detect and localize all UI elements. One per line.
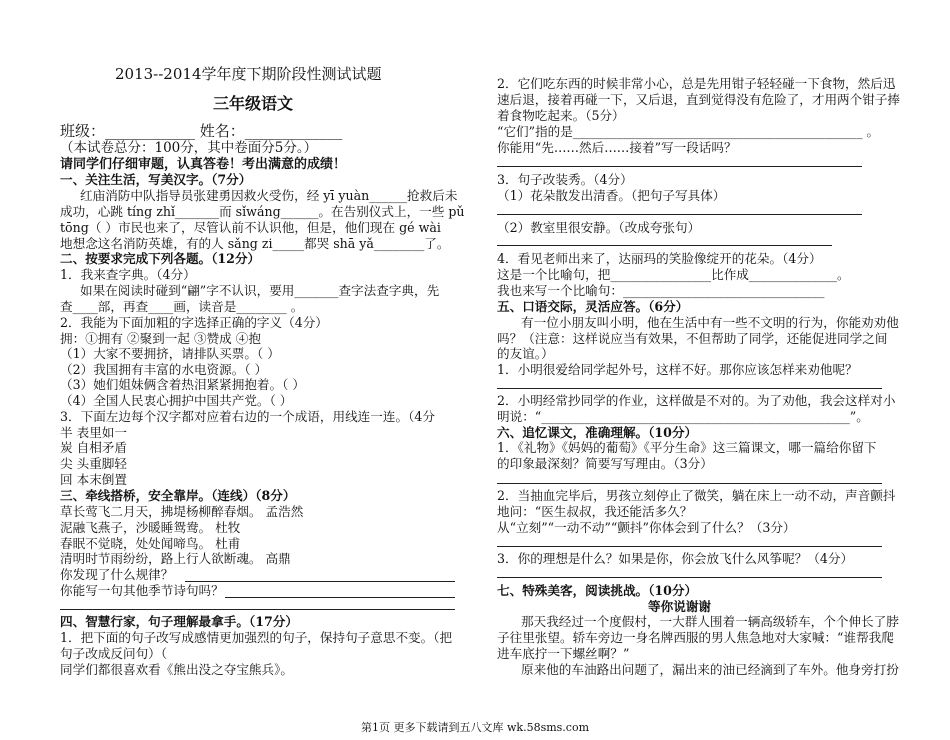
question-line: 1．把下面的句子改写成感情更加强烈的句子，保持句子意思不变。（把 [60, 630, 453, 645]
question-line: 速后退，接着再碰一下，又后退，直到觉得没有危险了，才用两个钳子捧 [497, 92, 900, 107]
score-note: （本试卷总分：100分，其中卷面分5分。） [60, 140, 318, 156]
question-line: 同学们都很喜欢看《熊出没之夺宝熊兵》。 [60, 662, 293, 677]
answer-line [497, 388, 882, 389]
answer-line [497, 483, 882, 484]
question-line: 查____部，再查____画，读音是________ 。 [60, 299, 304, 314]
question-line: 你能用“先……然后……接着”写一段话吗？ [497, 140, 737, 155]
question-line: 着食物吃起来。（5分） [497, 108, 625, 123]
paragraph-line: tōng（ ）市民也来了，尽管认前不认识他，但是，他们现在 gé wài [60, 220, 441, 235]
paragraph-line: 吗？（注意：这样说应当有效果，不但帮助了同学，还能促进同学之间 [497, 331, 888, 346]
reading-paragraph-line: 进车底拧一下螺丝啊？” [497, 646, 630, 661]
match-row: 回 本末倒置 [60, 472, 127, 487]
poem-row: 草长莺飞二月天，拂堤杨柳醉春烟。 孟浩然 [60, 504, 304, 519]
paragraph-line: 的友谊。） [497, 346, 554, 361]
match-row: 半 表里如一 [60, 425, 127, 440]
question-line: 2．我能为下面加粗的字选择正确的字义（4分） [60, 315, 328, 330]
exam-title: 2013--2014学年度下期阶段性测试试题 [115, 65, 382, 83]
poem-row: 泥融飞燕子，沙暖睡鸳鸯。 杜牧 [60, 520, 241, 535]
question-line: 句子改成反问句）（ [60, 646, 168, 661]
question-line: 明说：“_________________________________________________”。 [497, 409, 869, 424]
section-4-heading: 四、智慧行家，句子理解最拿手。（17分） [60, 614, 298, 629]
slogan: 请同学们仔细审题，认真答卷！考出满意的成绩！ [60, 157, 347, 172]
poem-row: 春眠不觉晓，处处闻啼鸟。 杜甫 [60, 536, 241, 551]
answer-line [497, 546, 882, 547]
answer-line [185, 581, 455, 582]
paragraph-line: 有一位小朋友叫小明，他在生活中有一些不文明的行为，你能劝劝他 [521, 315, 899, 330]
question-item: （1）大家不要拥挤，请排队买票。（ ） [60, 346, 280, 361]
question-line: 3．句子改装秀。（4分） [497, 172, 633, 187]
section-1-heading: 一、关注生活，写美汉字。（7分） [60, 172, 252, 187]
question-line: 这是一个比喻句，把________________比作成______________。 [497, 267, 850, 282]
section-2-heading: 二、按要求完成下列各题。（12分） [60, 251, 261, 266]
options-line: 拥：①拥有 ②聚到一起 ③赞成 ④抱 [60, 331, 261, 346]
name-class-line: 班级：____________ 姓名：_____________ [60, 122, 343, 140]
question-line: 你能写一句其他季节诗句吗？ [60, 583, 224, 598]
reading-paragraph-line: 原来他的车油路出问题了，漏出来的油已经滴到了车外。他身旁打扮 [521, 662, 899, 677]
question-line: （2）教室里很安静。（改成夸张句） [497, 220, 701, 235]
answer-line [497, 214, 862, 215]
section-5-heading: 五、口语交际，灵活应答。（6分） [497, 299, 689, 314]
question-line: 2．小明经常抄同学的作业，这样做是不对的。为了劝他，我会这样对小 [497, 393, 896, 408]
question-item: （3）她们姐妹俩含着热泪紧紧拥抱着。（ ） [60, 377, 305, 392]
question-line: 2．当抽血完毕后，男孩立刻停止了微笑，躺在床上一动不动，声音颤抖 [497, 488, 896, 503]
answer-line [497, 166, 862, 167]
question-line: 我也来写一个比喻句：________________________________ [497, 283, 825, 298]
question-line: “它们”指的是______________________________________________ 。 [497, 124, 880, 139]
paragraph-line: 红庙消防中队指导员张建勇因救火受伤，经 yī yuàn______抢救后未 [80, 188, 458, 203]
question-item: （2）我国拥有丰富的水电资源。（ ） [60, 362, 268, 377]
match-row: 炭 自相矛盾 [60, 440, 127, 455]
question-line: 1．小明很爱给同学起外号，这样不好。那你应该怎样来劝他呢？ [497, 362, 858, 377]
match-row: 尖 头重脚轻 [60, 456, 127, 471]
question-line: （1）花朵散发出清香。（把句子写具体） [497, 188, 726, 203]
question-line: 1．《礼物》《妈妈的葡萄》《平分生命》这三篇课文，哪一篇给你留下 [497, 440, 877, 455]
poem-row: 清明时节雨纷纷，路上行人欲断魂。 高鼎 [60, 551, 291, 566]
question-line: 从“立刻”“一动不动”“颤抖”你体会到了什么？（3分） [497, 520, 796, 535]
reading-paragraph-line: 子往里张望。轿车旁边一身名牌西服的男人焦急地对大家喊：“谁帮我爬 [497, 630, 894, 645]
paragraph-line: 地想念这名消防英雄，有的人 sǎng zi_____都哭 shā yǎ________了。 [60, 236, 450, 251]
question-line: 4．看见老师出来了，达丽玛的笑脸像绽开的花朵。（4分） [497, 251, 822, 266]
section-7-heading: 七、特殊美客，阅读挑战。（10分） [497, 583, 698, 598]
exam-subject: 三年级语文 [213, 94, 294, 113]
section-3-heading: 三、牵线搭桥，安全靠岸。（连线）（8分） [60, 488, 296, 503]
answer-line [497, 577, 882, 578]
answer-line [225, 597, 455, 598]
section-6-heading: 六、追忆课文，准确理解。（10分） [497, 425, 698, 440]
question-line: 1．我来查字典。（4分） [60, 267, 196, 282]
question-line: 3．你的理想是什么？如果是你，你会放飞什么风筝呢？（4分） [497, 551, 854, 566]
question-line: 地问：“医生叔叔，我还能活多久？ [497, 504, 693, 519]
question-line: 的印象最深刻？简要写写理由。（3分） [497, 456, 713, 471]
reading-title: 等你说谢谢 [648, 599, 711, 614]
reading-paragraph-line: 那天我经过一个度假村，一大群人围着一辆高级轿车，个个伸长了脖 [521, 614, 899, 629]
answer-line [60, 609, 455, 610]
answer-line [497, 245, 832, 246]
question-item: （4）全国人民衷心拥护中国共产党。（ ） [60, 393, 293, 408]
question-line: 你发现了什么规律？ [60, 567, 174, 582]
question-line: 2．它们吃东西的时候非常小心，总是先用钳子轻轻碰一下食物，然后迅 [497, 76, 896, 91]
question-line: 如果在阅读时碰到“翩”字不认识，要用_______查字法查字典，先 [80, 283, 440, 298]
page-footer: 第1页 更多下载请到五八文库 wk.58sms.com [361, 721, 589, 734]
question-line: 3．下面左边每个汉字都对应着右边的一个成语，用线连一连。（4分 [60, 409, 435, 424]
paragraph-line: 成功，心跳 tíng zhǐ_______而 sǐwáng______。在告别仪式上，一些 pǔ [60, 204, 465, 219]
